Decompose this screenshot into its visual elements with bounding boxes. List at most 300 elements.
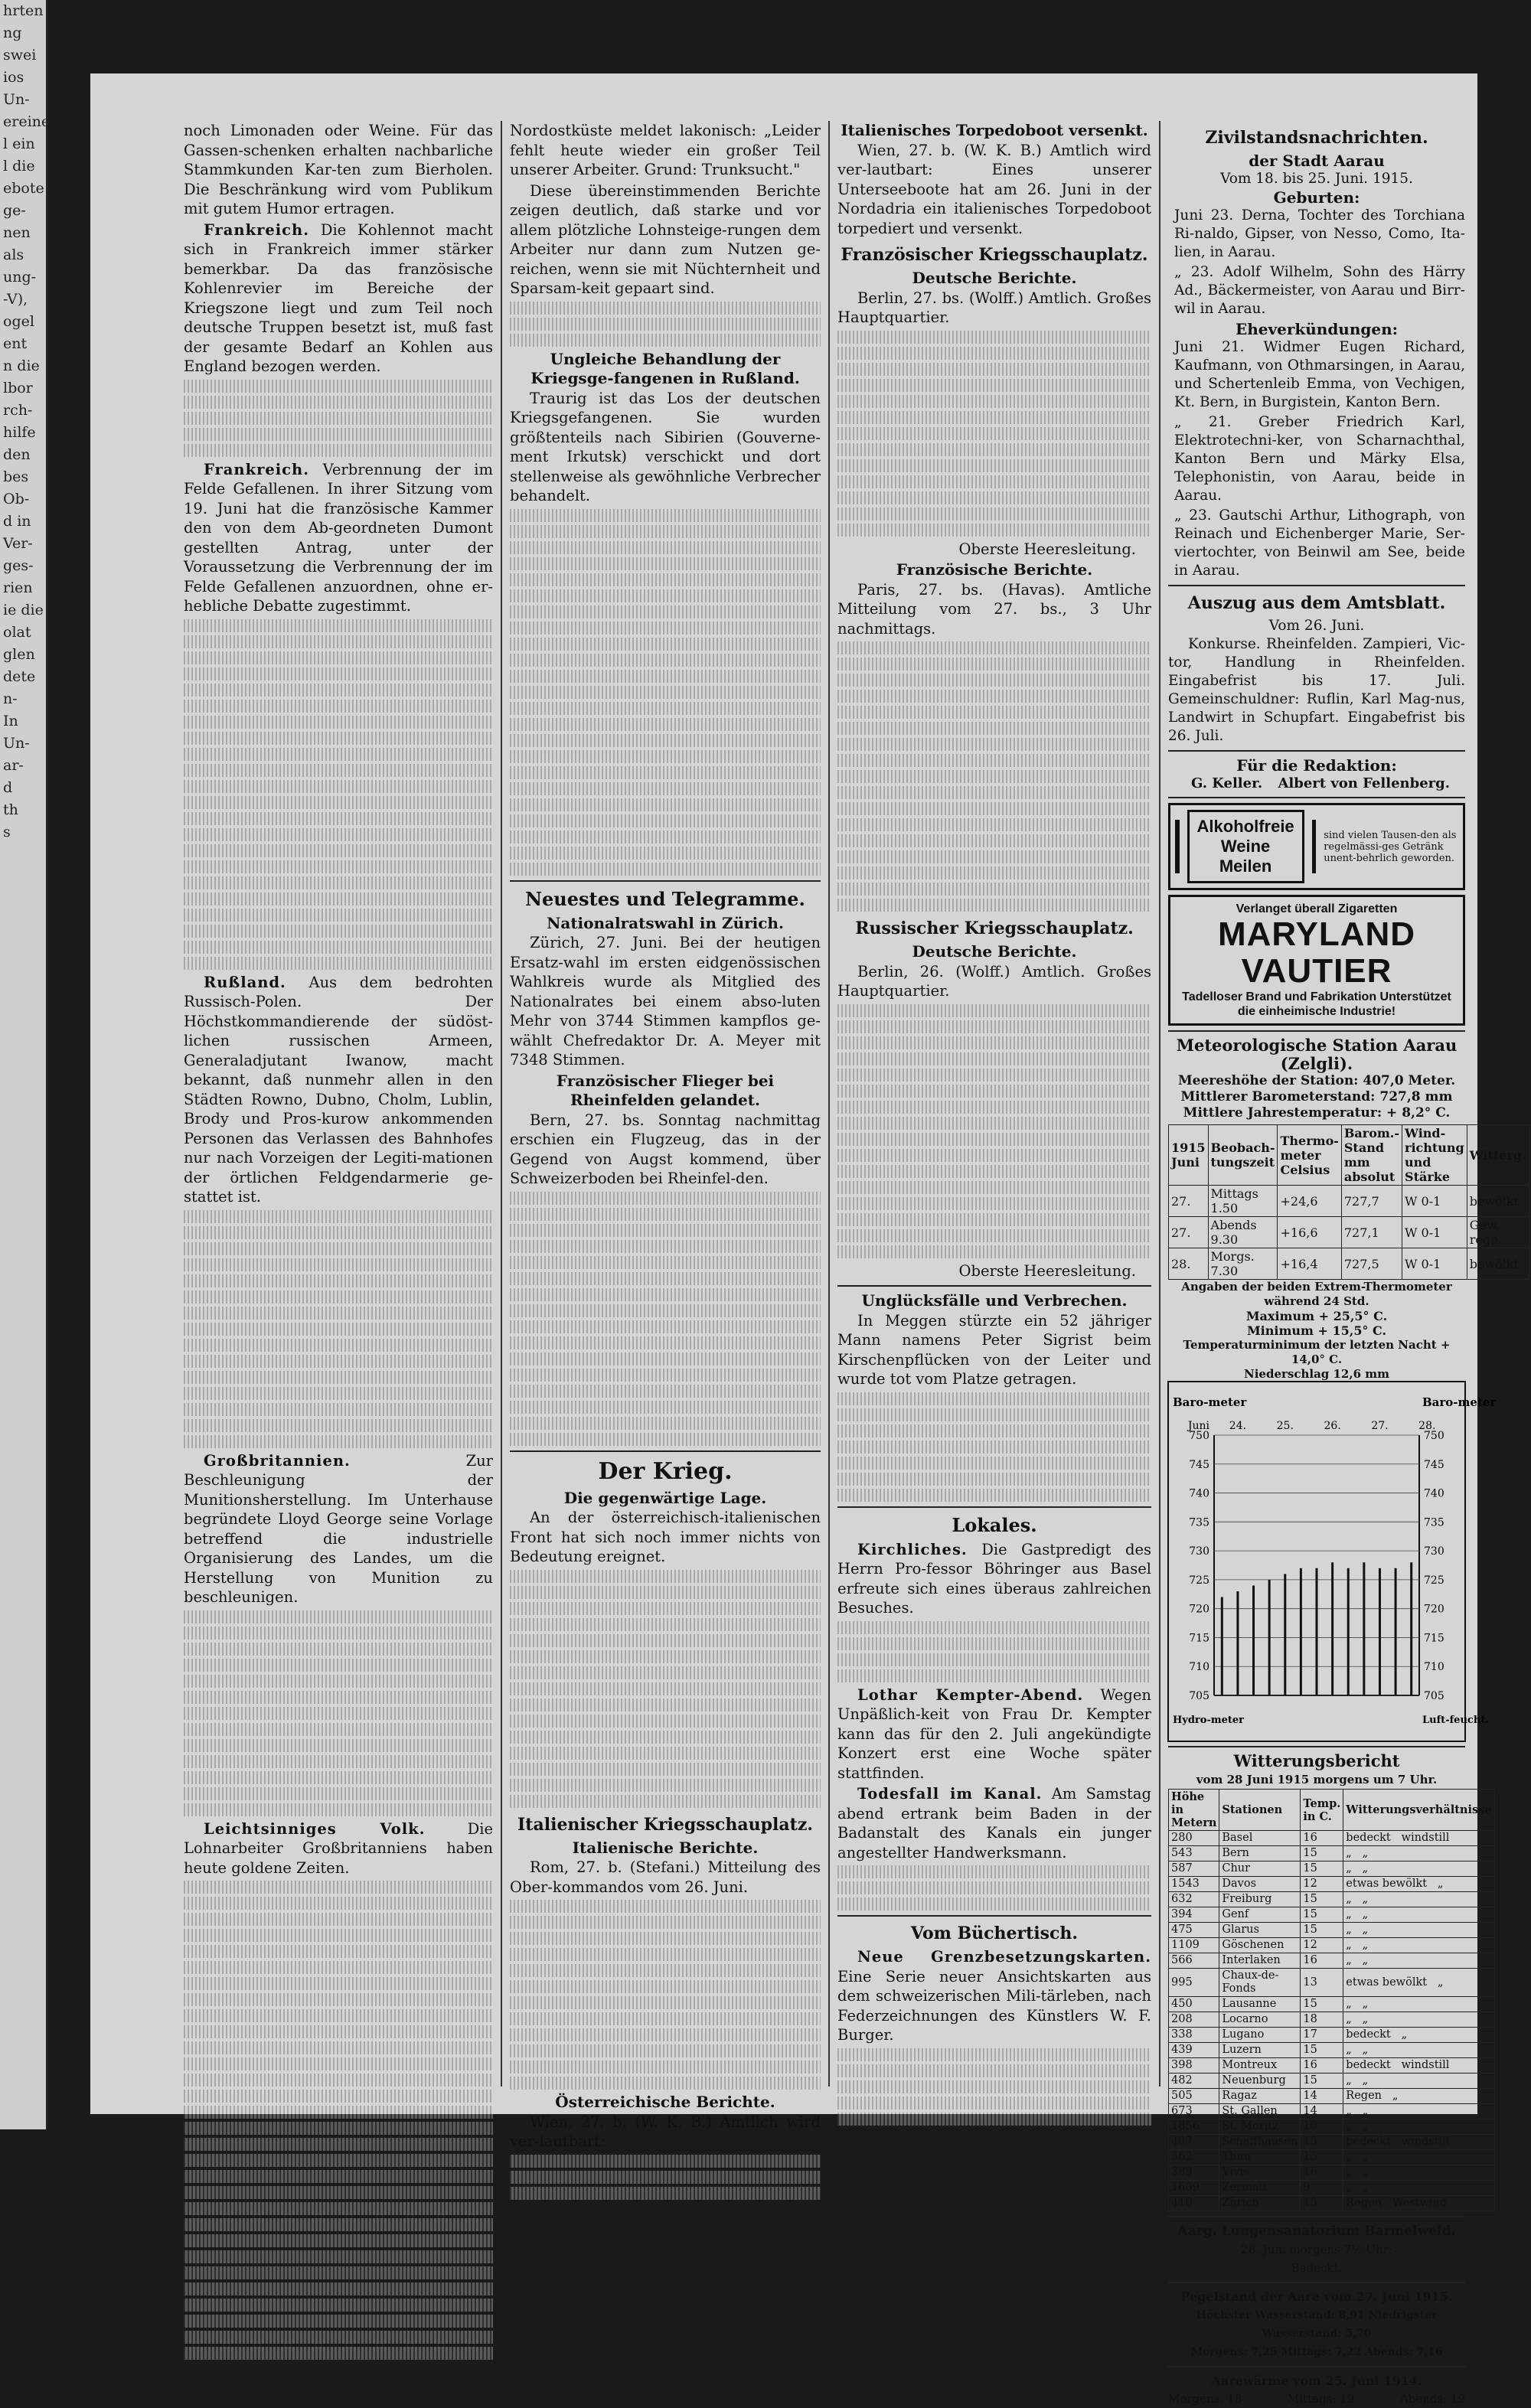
page-fragment: -V), [3,291,28,308]
text-line [510,1980,821,1993]
ad-alkoholfreie-weine [1168,803,1465,890]
text-line [837,1621,1151,1634]
table-cell: 15 [1301,1846,1343,1861]
table-cell: „ „ [1343,2012,1494,2028]
table-cell: 208 [1169,2012,1219,2028]
text-line [837,1052,1151,1065]
table-cell: „ „ [1343,1861,1494,1877]
table-cell: Lausanne [1219,1997,1301,2012]
x-tick-label: 28. [1418,1420,1436,1432]
text-line [837,738,1151,751]
table-cell: Glarus [1219,1923,1301,1938]
text-line [837,850,1151,863]
signature: Oberste Heeresleitung. [958,540,1136,558]
text-line [510,573,821,586]
text-line [184,1723,493,1736]
table-row [1169,2181,1495,2196]
table-row [1169,1923,1495,1938]
text-line [837,2080,1151,2093]
table-cell: Ragaz [1219,2089,1301,2104]
article-lead: Neue Grenzbesetzungskarten. [857,1948,1151,1966]
y-tick-label: 720 [1189,1603,1209,1616]
table-cell: Freiburg [1219,1892,1301,1907]
barometer-chart [1168,1382,1497,1741]
night-min-line: Temperaturminimum der letzten Nacht + 14,0° C. [1183,1338,1451,1366]
text-line [184,909,493,922]
table-cell: 18 [1301,2012,1343,2028]
text-line [837,1133,1151,1146]
table-row [1169,2028,1495,2043]
article-paragraph: An der österreichisch-italienischen Front hat sich noch immer nichts von Bedeutung ereignet. [510,1509,821,1565]
section-divider [1168,585,1465,586]
table-cell: 727,5 [1341,1248,1402,1280]
text-line [510,1433,821,1446]
text-line [510,1208,821,1221]
min-line: Minimum + 15,5° C. [1246,1323,1387,1338]
text-line [837,690,1151,703]
text-line [510,863,821,876]
table-cell: 1109 [1169,1938,1219,1953]
text-line [510,1385,821,1398]
text-line [184,380,493,393]
column-rule [501,121,502,2087]
table-cell: Chaux-de-Fonds [1219,1969,1301,1997]
text-line [837,411,1151,424]
section-heading: Russischer Kriegsschauplatz. [855,918,1134,938]
table-cell: Mittags 1.50 [1208,1186,1278,1217]
meteo-line: Mittlere Jahrestemperatur: + 8,2° C. [1183,1105,1451,1121]
table-cell: 407 [1169,2135,1219,2150]
section-divider [1168,1746,1465,1747]
x-tick-label: 25. [1276,1420,1294,1432]
text-line [510,622,821,635]
text-line [184,2202,493,2215]
page-fragment: In [3,713,18,729]
text-line [184,1419,493,1432]
table-cell: 17 [1301,2028,1343,2043]
text-line [184,1387,493,1400]
text-line [184,700,493,713]
text-line [510,1352,821,1366]
extrem-line: Angaben der beiden Extrem-Thermometer während 24 Std. [1181,1280,1452,1308]
table-cell: 15 [1301,2043,1343,2058]
text-line [510,1698,821,1711]
text-line [837,770,1151,783]
text-line [837,1865,1151,1878]
table-cell: 15 [1301,1997,1343,2012]
table-row [1169,1186,1529,1217]
text-line [510,638,821,651]
page-fragment: ung- [3,269,37,286]
text-line [184,1210,493,1223]
weather-heading: Witterungsbericht [1233,1751,1400,1770]
text-line [184,957,493,970]
page-fragment: n die [3,357,40,374]
table-header-cell: Temp. in C. [1301,1790,1343,1831]
page-fragment: ng [3,24,22,41]
date-range: Vom 18. bis 25. Juni. 1915. [1220,171,1413,187]
article-paragraph: Wien, 27. b. (W. K. B.) Amtlich wird ver-lautbart: Eines unserer Unterseeboote hat am 26. Juni in der Nordadria ein italienisches Torpedoboot torpediert und versenkt. [837,141,1151,237]
text-line [184,1290,493,1304]
text-line [837,395,1151,408]
section-divider [1168,797,1465,798]
text-line [837,331,1151,344]
section-divider [1168,2282,1465,2283]
table-row [1169,1831,1495,1846]
text-line [184,684,493,697]
y-tick-label-right: 740 [1424,1487,1444,1500]
section-heading: Lokales. [952,1513,1037,1536]
y-tick-label-right: 705 [1424,1690,1444,1702]
article-paragraph: In Meggen stürzte ein 52 jähriger Mann namens Peter Sigrist beim Kirschenpflücken von der Leiter und wurde tot vom Platze getragen. [837,1311,1151,1388]
article-frankreich-gefallene [184,460,493,616]
text-line [510,670,821,683]
text-line [837,475,1151,488]
bottom-label-left: Hydro-meter [1173,1715,1244,1726]
text-line [184,1945,493,1958]
table-cell: 15 [1301,1923,1343,1938]
article-buecher [837,1947,1151,2045]
y-tick-label: 705 [1189,1690,1209,1702]
article-subheading: Italienische Berichte. [572,1838,759,1857]
text-line [184,667,493,680]
newspaper-page [90,73,1526,2406]
text-line [510,1240,821,1253]
table-row [1169,1907,1495,1923]
text-line [184,2315,493,2328]
article-body: Die Kohlennot macht sich in Frankreich immer stärker bemerkbar. Da das französische Kohlenrevier im Bereiche der Kriegszone liegt und zum Teil noch deutsche Truppen besetzt ist, muß fast der gesamte Bedarf an Kohlen aus England bezogen werden. [184,220,494,375]
meteo-table-body [1169,1186,1529,1280]
table-cell: „ „ [1343,2165,1494,2181]
article-paragraph: Wien, 27. b. (W. K. B.) Amtlich wird ver-lautbart: [510,2113,821,2150]
page-fragment: glen [3,646,35,663]
table-row [1169,1892,1495,1907]
text-line [184,941,493,954]
table-cell: 1543 [1169,1877,1219,1892]
column-4 [1168,121,1526,2406]
table-cell: 16 [1301,1953,1343,1969]
text-line [837,2096,1151,2109]
text-line [184,1355,493,1368]
text-line [510,1650,821,1663]
text-line [510,1996,821,2009]
table-cell: 280 [1169,1831,1219,1846]
table-cell: 12 [1301,1877,1343,1892]
article-paragraph: Traurig ist das Los der deutschen Kriegsgefangenen. Sie wurden größtenteils nach Sibirien (Gouverne-ment Irkutsk) verschickt und dort stellenweise als gewöhnliche Verbrecher behandelt. [510,389,821,504]
page-fragment: hilfe [3,424,36,441]
sanatorium-line: 28. Juni morgens 7½ Uhr: [1241,2243,1392,2256]
ad-bar [1175,820,1180,873]
y-tick-label-right: 710 [1424,1661,1444,1674]
article-intro: noch Limonaden oder Weine. Für das Gassen-schenken erhalten nachbarliche Stammkunden Kar-ten zum Bierholen. Die Beschränkung wird vom Publikum mit gutem Humor ertragen. [184,122,493,217]
article-body: Aus dem bedrohten Russisch-Polen. Der Höchstkommandierende der südöst-lichen russischen Armeen, Generaladjutant Iwanow, macht bekannt, daß nunmehr allen in den Städten Rowno, Dubno, Cholm, Lublin, Brody und Pros-kurow ankommenden Personen das Verlassen des Bahnhofes nur nach Vorzeigen der Legiti-mationen der örtlichen Feldgendarmerie ge-stattet ist. [184,973,494,1206]
table-cell: bedeckt windstill [1343,1831,1494,1846]
text-line [510,509,821,522]
y-tick-label: 750 [1189,1430,1209,1442]
table-row [1169,1248,1529,1280]
date-line: Vom 26. Juni. [1268,618,1365,634]
text-line [837,657,1151,671]
text-line [510,2077,821,2090]
article-paragraph: Berlin, 27. bs. (Wolff.) Amtlich. Großes Hauptquartier. [837,289,1151,326]
text-line [184,1803,493,1816]
text-line [184,412,493,425]
text-line [837,786,1151,799]
text-line [510,734,821,747]
article-todesfall [837,1784,1151,1862]
bottom-label-right: Luft-feucht. [1422,1715,1489,1726]
sanatorium-heading: Aarg. Lungensanatorium Barmelweid. [1177,2224,1456,2239]
page-fragment: l die [3,158,35,175]
weather-table-body [1169,1831,1495,2211]
table-cell: 394 [1169,1907,1219,1923]
text-line [837,1653,1151,1666]
section-heading: Italienischer Kriegsschauplatz. [517,1814,813,1835]
table-cell: 27. [1169,1217,1209,1248]
text-line [837,1149,1151,1162]
table-cell: +24,6 [1278,1186,1341,1217]
ad-top-line: Verlanget überall Zigaretten [1236,902,1398,915]
text-line [510,1336,821,1349]
meteo-info [1168,1073,1465,1121]
text-line [510,1715,821,1728]
article-leichtsinniges-volk [184,1819,493,1878]
table-header-cell: Höhe in Metern [1169,1790,1219,1831]
text-line [510,334,821,347]
section-divider [1168,1030,1465,1032]
text-line [837,507,1151,520]
list-item: „ 23. Adolf Wilhelm, Sohn des Härry Ad., Bäckermeister, von Aarau und Birr-wil in Aarau. [1174,264,1465,317]
text-line [184,2025,493,2038]
text-line [837,1181,1151,1194]
text-line [184,2090,493,2103]
aarewaerme-values [1168,2390,1465,2408]
table-cell: Interlaken [1219,1953,1301,1969]
article-body: Eine Serie neuer Ansichtskarten aus dem schweizerischen Mili-tärleben, nach Federzeichnungen des Künstlers W. F. Burger. [837,1967,1151,2044]
x-tick-label: 27. [1371,1420,1389,1432]
text-line [837,459,1151,472]
article-lead: Frankreich. [204,460,310,478]
section-heading: Französischer Kriegsschauplatz. [841,245,1148,265]
article-body: Die Lohnarbeiter Großbritanniens haben heute goldene Zeiten. [184,1819,493,1877]
table-cell: 398 [1169,2058,1219,2074]
editor-name: G. Keller. [1191,775,1263,791]
article-paragraph: Berlin, 26. (Wolff.) Amtlich. Großes Hauptquartier. [837,962,1151,1000]
section-divider [1168,750,1465,752]
page-fragment: Ver- [3,535,33,552]
text-line [510,798,821,811]
text-line [184,732,493,745]
text-line [184,1242,493,1255]
x-axis-label: Juni [1187,1420,1209,1432]
page-fragment: rch- [3,402,33,419]
meteo-line: Meereshöhe der Station: 407,0 Meter. [1177,1073,1456,1088]
births-list [1168,207,1465,318]
text-line [184,925,493,938]
text-line [184,619,493,632]
text-line [184,396,493,409]
table-header-cell: Wind-richtung und Stärke [1402,1125,1467,1186]
page-fragment: lbor [3,380,33,396]
article-body: Am Samstag abend ertrank beim Baden in der Badanstalt des Kanals ein junger angestellter Handwerksmann. [837,1785,1151,1861]
table-cell: 14 [1301,2089,1343,2104]
table-row [1169,2012,1495,2028]
x-tick-label: 26. [1324,1420,1341,1432]
y-tick-label: 710 [1189,1661,1209,1674]
table-cell: 995 [1169,1969,1219,1997]
list-item: Juni 23. Derna, Tochter des Torchiana Ri-naldo, Gipser, von Nesso, Como, Ita-lien, in Aarau. [1174,207,1465,260]
article-heading: Italienisches Torpedoboot versenkt. [841,121,1148,139]
editors [1168,775,1465,792]
table-cell: 28. [1169,1248,1209,1280]
text-line [510,654,821,667]
article-subheading: Deutsche Berichte. [912,269,1077,287]
table-header-cell: Witterg. [1467,1125,1529,1186]
text-line [510,1320,821,1333]
text-line [184,2299,493,2312]
section-divider [510,1450,821,1452]
text-line [837,834,1151,847]
text-line [184,2106,493,2119]
text-line [510,2028,821,2041]
text-line [184,2282,493,2295]
table-cell: Davos [1219,1877,1301,1892]
text-line [510,1417,821,1430]
text-line [837,1036,1151,1049]
text-line [510,302,821,315]
article-subheading: Nationalratswahl in Zürich. [547,913,784,932]
section-heading: Der Krieg. [598,1457,733,1485]
y-axis-label-right: Baro-meter [1422,1395,1497,1409]
text-line [837,363,1151,376]
text-line [184,780,493,793]
text-line [837,866,1151,879]
text-line [184,2234,493,2247]
column-rule [1159,121,1160,2087]
table-row [1169,2119,1495,2135]
article-subheading: Französische Berichte. [896,560,1093,579]
table-row [1169,1846,1495,1861]
text-line [184,2009,493,2022]
ad-title: Alkoholfreie Weine Meilen [1187,810,1304,883]
weather-table-head [1169,1790,1495,1831]
table-cell: 1856 [1169,2119,1219,2135]
text-line [837,1069,1151,1082]
text-line [184,651,493,664]
text-line [837,1229,1151,1242]
text-line [184,1961,493,1974]
article-grossbritannien [184,1451,493,1607]
table-cell: Lugano [1219,2028,1301,2043]
table-cell: 15 [1301,1892,1343,1907]
article-lead: Todesfall im Kanal. [857,1785,1043,1803]
table-cell: „ „ [1343,2043,1494,2058]
aare-evening: Abends: 19 [1399,2392,1465,2406]
table-cell: bewölkt [1467,1186,1529,1217]
table-cell: 15 [1301,2150,1343,2165]
text-line [184,1435,493,1448]
table-row [1169,2058,1495,2074]
table-cell: 16 [1301,2165,1343,2181]
text-line [510,1731,821,1744]
pegel-line: Höchster Wasserstand: 8,91 Niedrigster Wasserstand: 5,70 [1196,2309,1438,2340]
table-cell: „ „ [1343,2119,1494,2135]
text-line [510,718,821,731]
text-line [510,1192,821,1205]
section-heading: Auszug aus dem Amtsblatt. [1187,593,1446,613]
text-line [837,818,1151,831]
text-line [837,1473,1151,1486]
table-row [1169,1997,1495,2012]
page-fragment: rien [3,579,33,596]
text-line [184,2170,493,2183]
text-line [837,427,1151,440]
text-line [510,2187,821,2200]
table-cell: bedeckt windstill [1343,2058,1494,2074]
table-cell: 15 [1301,1907,1343,1923]
table-cell: bedeckt „ [1343,2028,1494,2043]
page-fragment: l ein [3,135,35,152]
article-lead: Kirchliches. [857,1540,968,1558]
article-body: Wegen Unpäßlich-keit von Frau Dr. Kempter kann das für den 2. Juli angekündigte Konzert erst eine Woche später stattfinden. [837,1685,1151,1782]
text-line [184,1929,493,1942]
text-line [837,1489,1151,1502]
page-fragment: nen [3,224,31,241]
page-fragment: ge- [3,202,26,219]
text-line [837,1881,1151,1894]
table-cell: „ „ [1343,2074,1494,2089]
text-line [510,1618,821,1631]
page-fragment: den [3,446,31,463]
text-line [184,2041,493,2054]
article-subheading: Österreichische Berichte. [555,2093,775,2111]
text-line [184,1643,493,1656]
text-line [837,1392,1151,1405]
text-line [837,491,1151,504]
text-line [184,860,493,873]
table-row [1169,1877,1495,1892]
text-line [184,716,493,729]
page-fragment: ent [3,335,28,352]
section-heading: Zivilstandsnachrichten. [1205,128,1428,148]
weather-table [1168,1789,1495,2211]
text-line [184,1977,493,1990]
article-kempter [837,1685,1151,1783]
table-cell: Montreux [1219,2058,1301,2074]
meteo-heading: Meteorologische Station Aarau (Zelgli). [1176,1036,1458,1073]
text-line [184,635,493,648]
text-line [510,605,821,618]
text-line [837,2048,1151,2061]
text-line [837,1637,1151,1650]
text-line [510,847,821,860]
meteo-table [1168,1124,1529,1280]
article-russland [184,973,493,1207]
column-2 [510,121,821,2150]
table-row [1169,2089,1495,2104]
table-row [1169,2150,1495,2165]
text-line [184,844,493,857]
table-row [1169,1938,1495,1953]
table-cell: Basel [1219,1831,1301,1846]
table-header-cell: Witterungsverhältnisse [1343,1790,1494,1831]
section-divider [510,880,821,882]
text-line [510,686,821,699]
text-line [184,1993,493,2006]
article-lead: Leichtsinniges Volk. [204,1819,426,1838]
text-line [184,764,493,777]
table-cell: W 0-1 [1402,1248,1467,1280]
